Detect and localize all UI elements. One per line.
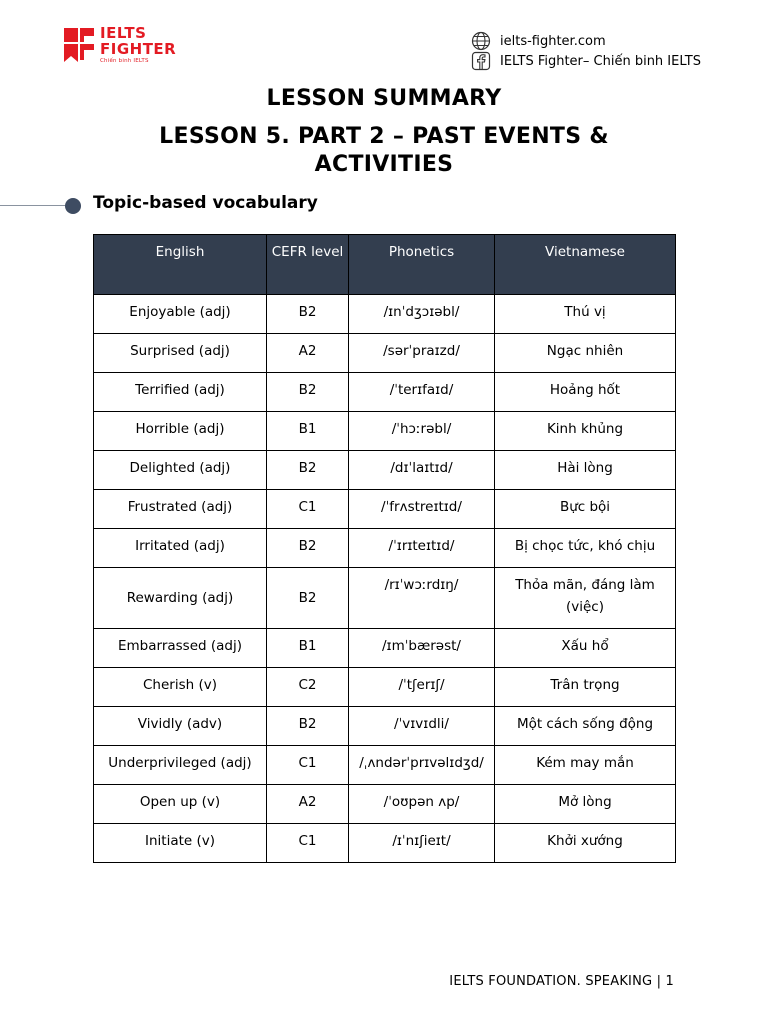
cefr-cell: A2	[267, 785, 349, 824]
header-english: English	[94, 235, 267, 295]
vietnamese-cell: Hoảng hốt	[495, 373, 676, 412]
vietnamese-cell: Thỏa mãn, đáng làm (việc)	[495, 568, 676, 629]
english-cell: Frustrated (adj)	[94, 490, 267, 529]
vietnamese-cell: Kinh khủng	[495, 412, 676, 451]
cefr-cell: B1	[267, 629, 349, 668]
cefr-cell: B2	[267, 529, 349, 568]
english-cell: Rewarding (adj)	[94, 568, 267, 629]
section-bullet	[65, 198, 81, 214]
cefr-cell: C2	[267, 668, 349, 707]
facebook-row	[471, 51, 701, 71]
vietnamese-cell: Ngạc nhiên	[495, 334, 676, 373]
table-row	[94, 629, 676, 668]
vietnamese-cell: Thú vị	[495, 295, 676, 334]
phonetics-cell: /ɪnˈdʒɔɪəbl/	[349, 295, 495, 334]
phonetics-cell: /ˈterɪfaɪd/	[349, 373, 495, 412]
cefr-cell: B2	[267, 568, 349, 629]
logo-line-2: FIGHTER	[100, 40, 177, 58]
cefr-cell: B2	[267, 707, 349, 746]
page-footer: IELTS FOUNDATION. SPEAKING | 1	[449, 974, 674, 989]
cefr-cell: A2	[267, 334, 349, 373]
table-row	[94, 668, 676, 707]
vocabulary-table	[93, 234, 676, 863]
header-vietnamese: Vietnamese	[495, 235, 676, 295]
phonetics-cell: /ˈoʊpən ʌp/	[349, 785, 495, 824]
cefr-cell: C1	[267, 746, 349, 785]
vietnamese-cell: Khởi xướng	[495, 824, 676, 863]
phonetics-cell: /ˈfrʌstreɪtɪd/	[349, 490, 495, 529]
contact-info	[471, 31, 701, 71]
english-cell: Horrible (adj)	[94, 412, 267, 451]
table-row	[94, 373, 676, 412]
table-row	[94, 707, 676, 746]
vietnamese-cell: Bực bội	[495, 490, 676, 529]
english-cell: Embarrassed (adj)	[94, 629, 267, 668]
globe-icon	[471, 31, 491, 51]
website-row	[471, 31, 701, 51]
table-header-row	[94, 235, 676, 295]
vietnamese-cell: Xấu hổ	[495, 629, 676, 668]
vietnamese-cell: Kém may mắn	[495, 746, 676, 785]
vietnamese-cell: Một cách sống động	[495, 707, 676, 746]
logo-tagline: Chiến binh IELTS	[100, 58, 149, 64]
table-row	[94, 334, 676, 373]
header-cefr-level: CEFR level	[267, 235, 349, 295]
phonetics-cell: /ˈvɪvɪdli/	[349, 707, 495, 746]
table-row	[94, 824, 676, 863]
cefr-cell: C1	[267, 490, 349, 529]
table-row	[94, 412, 676, 451]
english-cell: Surprised (adj)	[94, 334, 267, 373]
english-cell: Open up (v)	[94, 785, 267, 824]
phonetics-cell: /ˈɪrɪteɪtɪd/	[349, 529, 495, 568]
english-cell: Vividly (adv)	[94, 707, 267, 746]
facebook-icon	[471, 51, 491, 71]
header-phonetics: Phonetics	[349, 235, 495, 295]
page-title: LESSON SUMMARY	[266, 86, 502, 111]
table-row	[94, 746, 676, 785]
cefr-cell: B1	[267, 412, 349, 451]
cefr-cell: B2	[267, 295, 349, 334]
cefr-cell: B2	[267, 373, 349, 412]
cefr-cell: C1	[267, 824, 349, 863]
phonetics-cell: /ɪmˈbærəst/	[349, 629, 495, 668]
vietnamese-cell: Hài lòng	[495, 451, 676, 490]
english-cell: Delighted (adj)	[94, 451, 267, 490]
logo-line-1: IELTS	[100, 24, 147, 42]
phonetics-cell: /ˌʌndərˈprɪvəlɪdʒd/	[349, 746, 495, 785]
vietnamese-cell: Bị chọc tức, khó chịu	[495, 529, 676, 568]
english-cell: Initiate (v)	[94, 824, 267, 863]
lesson-title: LESSON 5. PART 2 – PAST EVENTS & ACTIVITIES	[159, 124, 609, 177]
table-row	[94, 295, 676, 334]
section-title: Topic-based vocabulary	[93, 193, 318, 213]
table-row	[94, 490, 676, 529]
english-cell: Enjoyable (adj)	[94, 295, 267, 334]
english-cell: Irritated (adj)	[94, 529, 267, 568]
table-row	[94, 451, 676, 490]
logo-mark-icon	[62, 26, 96, 64]
section-rule	[0, 205, 66, 206]
english-cell: Underprivileged (adj)	[94, 746, 267, 785]
phonetics-cell: /ˈhɔːrəbl/	[349, 412, 495, 451]
table-row	[94, 568, 676, 629]
english-cell: Terrified (adj)	[94, 373, 267, 412]
table-row	[94, 529, 676, 568]
english-cell: Cherish (v)	[94, 668, 267, 707]
phonetics-cell: /rɪˈwɔːrdɪŋ/	[349, 568, 495, 629]
phonetics-cell: /dɪˈlaɪtɪd/	[349, 451, 495, 490]
vietnamese-cell: Mở lòng	[495, 785, 676, 824]
cefr-cell: B2	[267, 451, 349, 490]
table-row	[94, 785, 676, 824]
phonetics-cell: /sərˈpraɪzd/	[349, 334, 495, 373]
website-link[interactable]: ielts-fighter.com	[500, 33, 606, 49]
ielts-fighter-logo	[62, 26, 176, 65]
facebook-link[interactable]: IELTS Fighter– Chiến binh IELTS	[500, 53, 701, 69]
phonetics-cell: /ˈtʃerɪʃ/	[349, 668, 495, 707]
phonetics-cell: /ɪˈnɪʃieɪt/	[349, 824, 495, 863]
vietnamese-cell: Trân trọng	[495, 668, 676, 707]
